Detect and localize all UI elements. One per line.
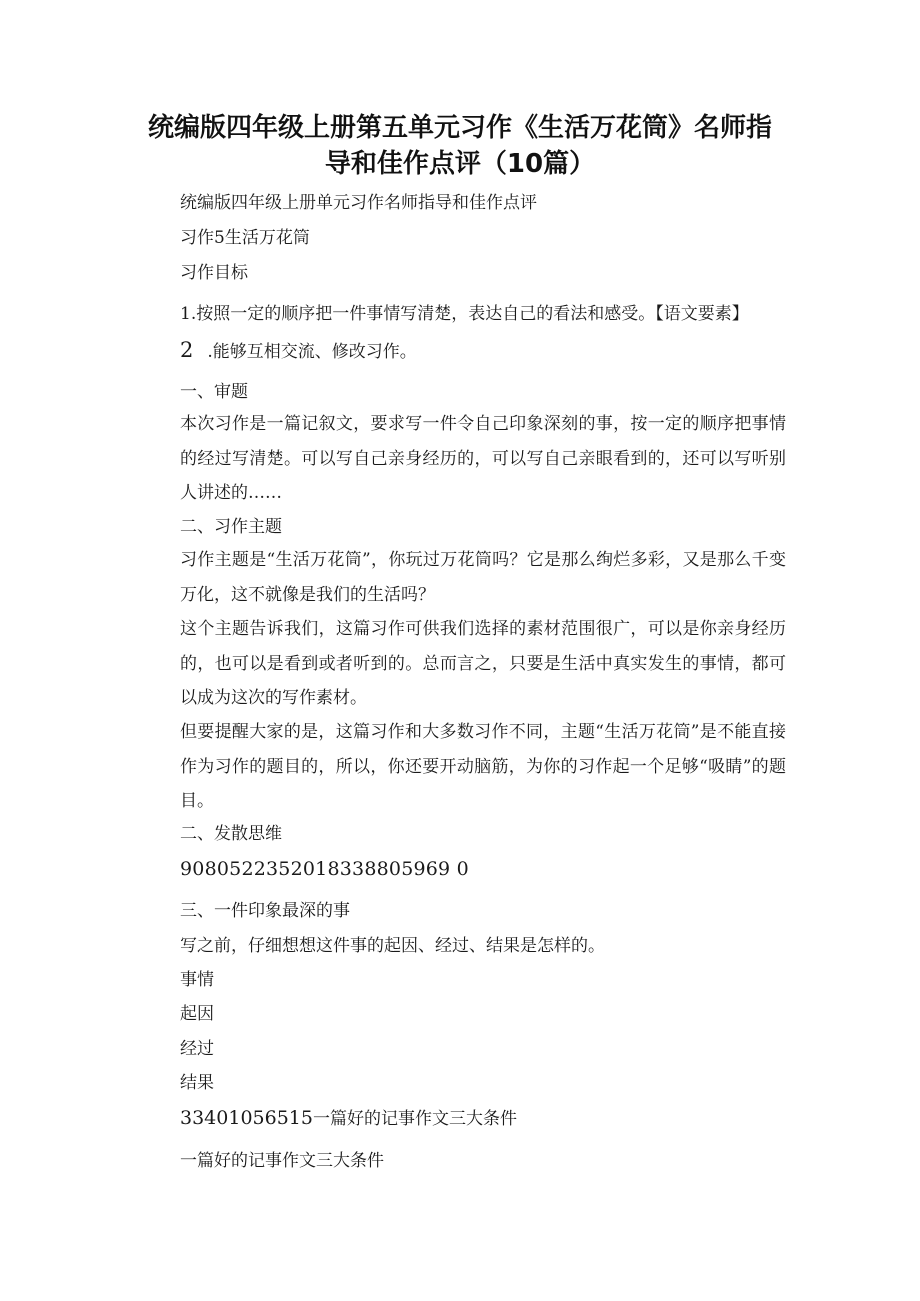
number-sequence-2-digits: 33401056515 [180, 1107, 313, 1129]
goal-item-2-text: .能够互相交流、修改习作。 [207, 342, 417, 362]
closing-line: 一篇好的记事作文三大条件 [180, 1151, 384, 1171]
paragraph-theme-3-text: 但要提醒大家的是，这篇习作和大多数习作不同，主题“生活万花筒”是不能直接作为习作的题目的，所以，你还要开动脑筋，为你的习作起一个足够“吸睛”的题目。 [180, 722, 786, 811]
section-heading-review: 一、审题 [180, 382, 248, 402]
paragraph-theme-3 [180, 715, 786, 819]
paragraph-review [180, 407, 786, 511]
goal-item-2 [180, 338, 417, 364]
document-title-line-2: 导和佳作点评（10篇） [324, 149, 596, 179]
goal-heading: 习作目标 [180, 263, 248, 283]
goal-item-1: 1.按照一定的顺序把一件事情写清楚，表达自己的看法和感受。【语文要素】 [180, 304, 749, 324]
goal-item-2-number: 2 [180, 338, 194, 362]
number-sequence-2 [180, 1106, 517, 1131]
unit-heading: 习作5生活万花筒 [180, 228, 310, 248]
paragraph-review-text: 本次习作是一篇记叙文，要求写一件令自己印象深刻的事，按一定的顺序把事情的经过写清楚。可以写自己亲身经历的，可以写自己亲眼看到的，还可以写听别人讲述的…… [180, 414, 786, 503]
paragraph-theme-1-text: 习作主题是“生活万花筒”，你玩过万花筒吗？它是那么绚烂多彩，又是那么千变万化，这不就像是我们的生活吗？ [180, 550, 786, 605]
section-heading-theme: 二、习作主题 [180, 517, 282, 537]
subtitle: 统编版四年级上册单元习作名师指导和佳作点评 [180, 193, 537, 213]
list-item-cause: 起因 [180, 1004, 214, 1024]
list-item-result: 结果 [180, 1073, 214, 1093]
paragraph-memorable-event: 写之前，仔细想想这件事的起因、经过、结果是怎样的。 [180, 936, 605, 956]
paragraph-theme-1 [180, 543, 786, 612]
section-heading-divergent: 二、发散思维 [180, 824, 282, 844]
list-item-process: 经过 [180, 1039, 214, 1059]
number-sequence-2-text: 一篇好的记事作文三大条件 [312, 1109, 517, 1129]
number-sequence-1: 9080522352018338805969 0 [180, 858, 469, 880]
list-item-event: 事情 [180, 970, 214, 990]
document-title-line-1: 统编版四年级上册第五单元习作《生活万花筒》名师指 [147, 113, 772, 143]
paragraph-theme-2 [180, 612, 786, 716]
paragraph-theme-2-text: 这个主题告诉我们，这篇习作可供我们选择的素材范围很广，可以是你亲身经历的，也可以是看到或者听到的。总而言之，只要是生活中真实发生的事情，都可以成为这次的写作素材。 [180, 619, 786, 708]
section-heading-memorable-event: 三、一件印象最深的事 [180, 901, 350, 921]
